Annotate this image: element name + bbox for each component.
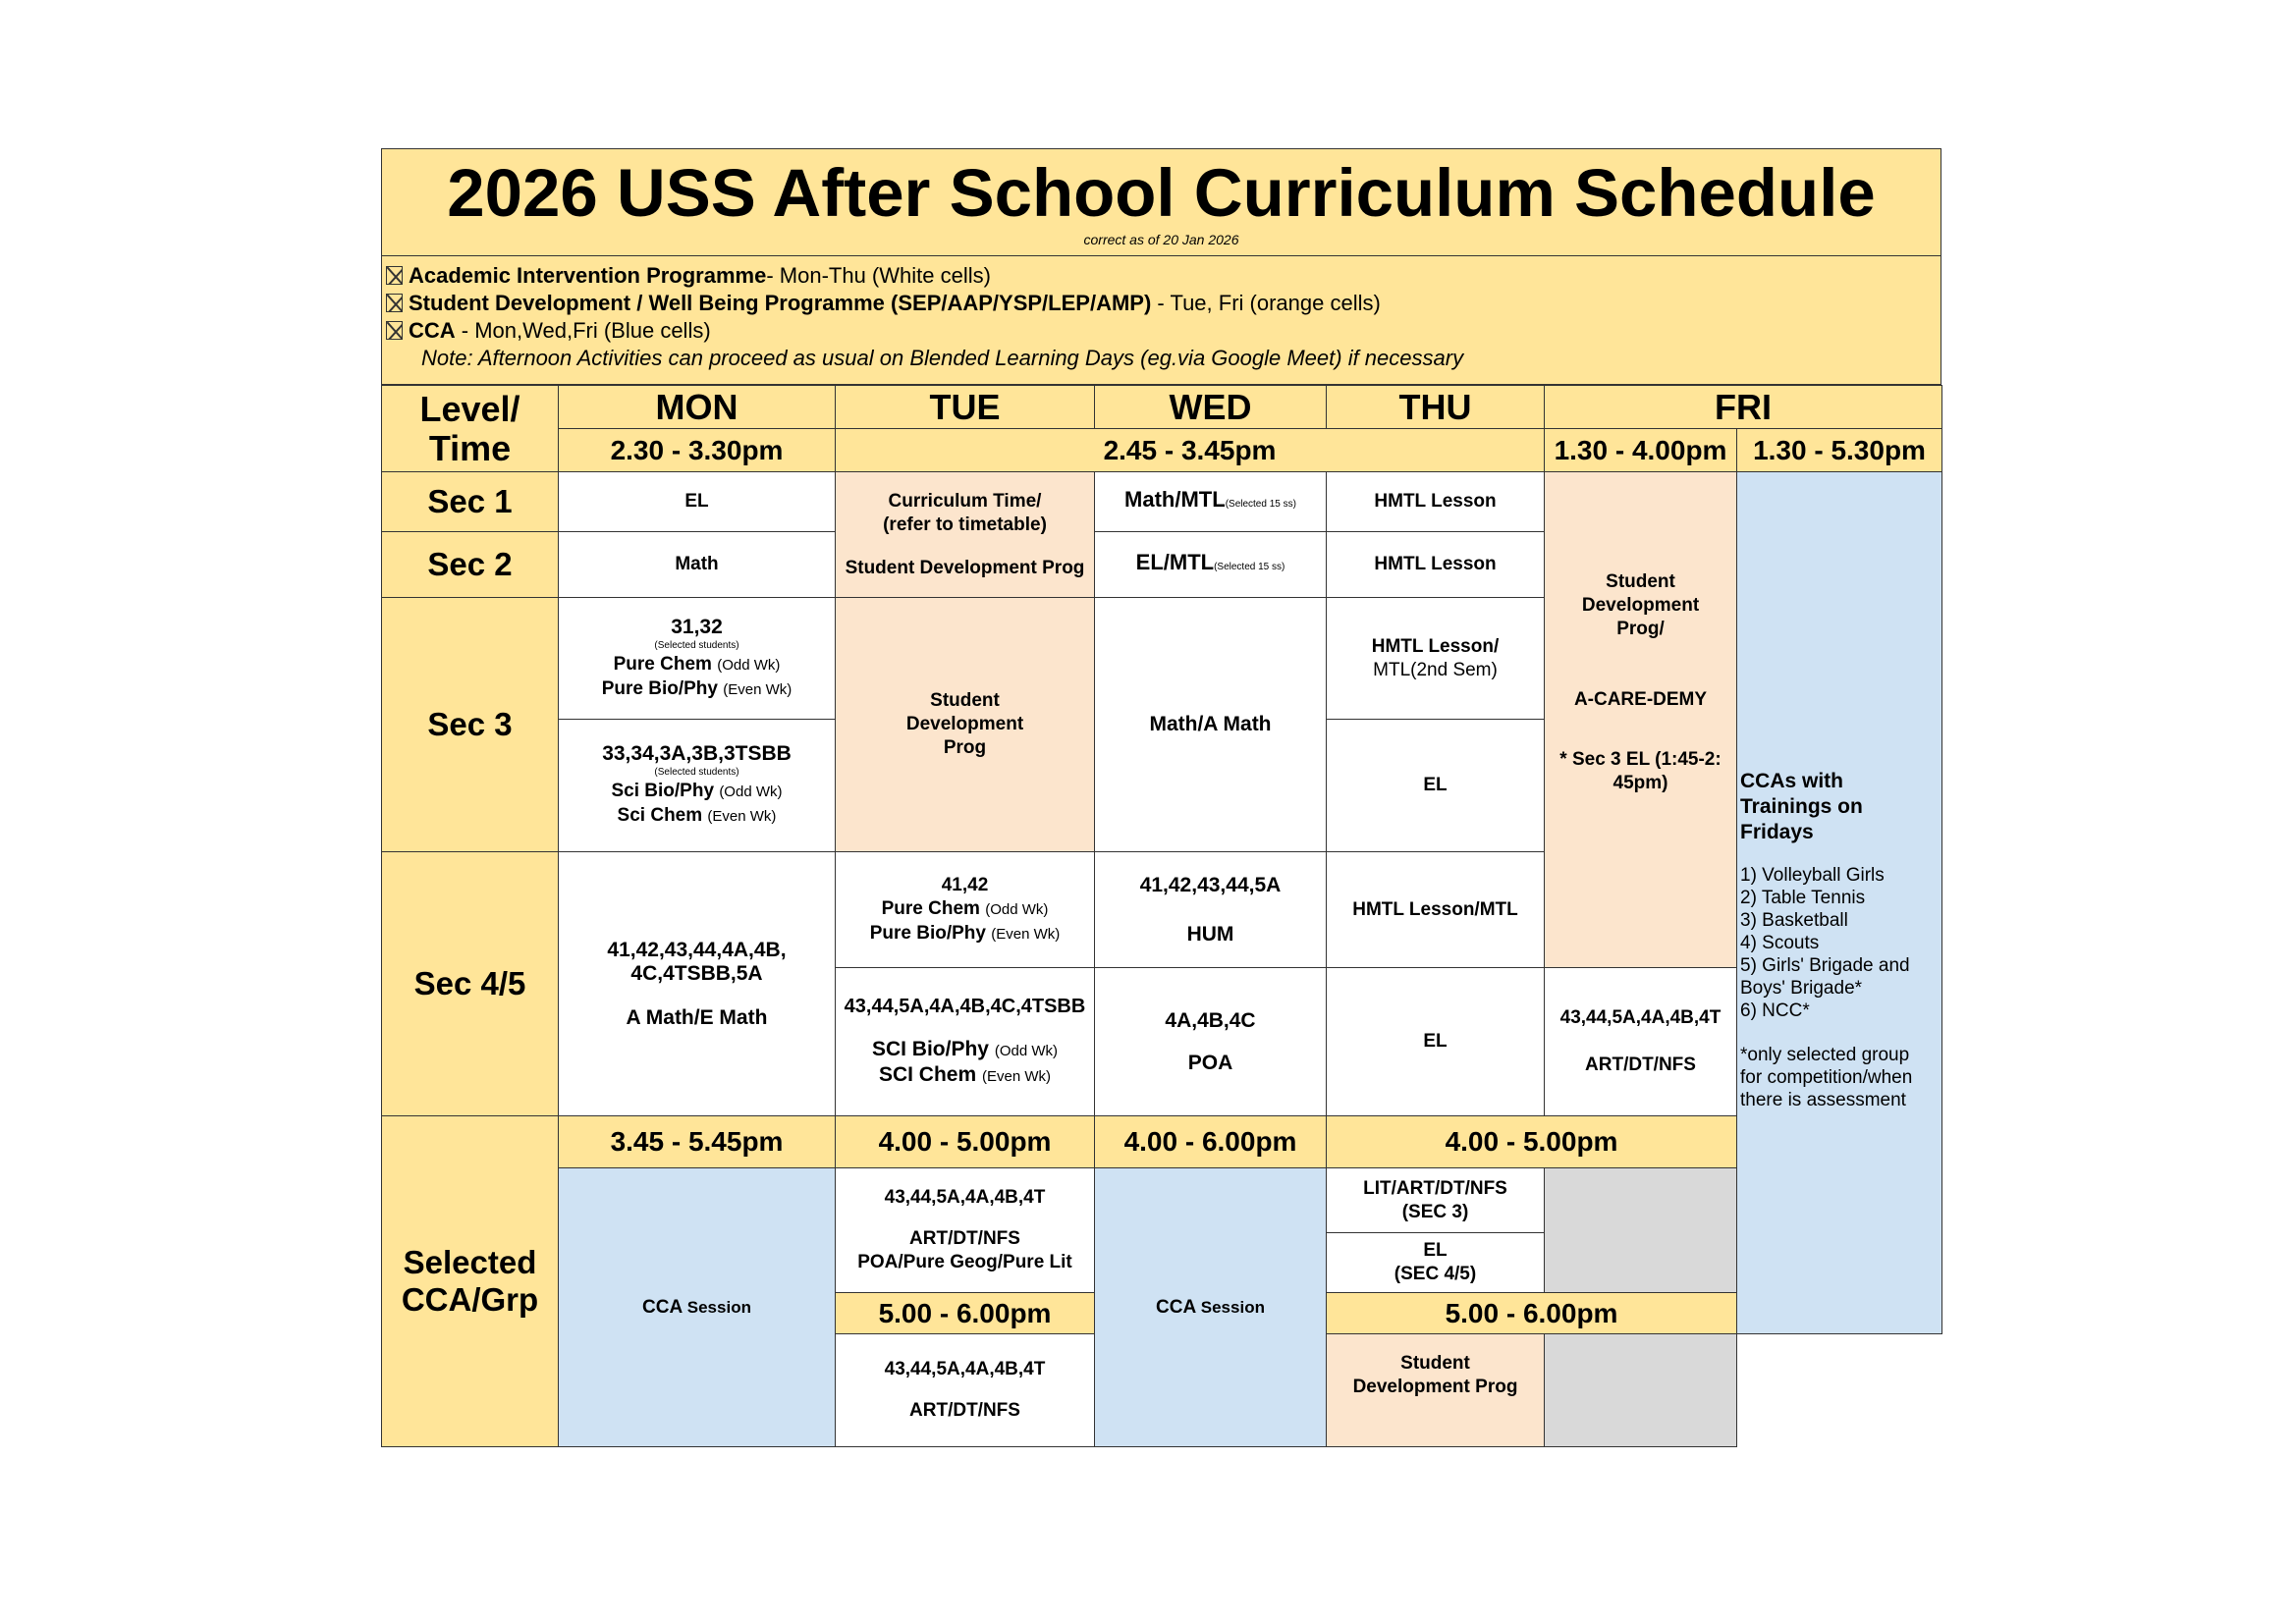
sec1-wed: Math/MTL(Selected 15 ss): [1095, 472, 1327, 532]
cca-time-mon: 3.45 - 5.45pm: [559, 1116, 836, 1168]
tue-sec12: Curriculum Time/ (refer to timetable) Student Development Prog: [836, 472, 1095, 598]
sec2-mon: Math: [559, 532, 836, 598]
level-selected-cca: Selected CCA/Grp: [382, 1116, 559, 1447]
cca-time-thu-2: 5.00 - 6.00pm: [1327, 1293, 1737, 1334]
as-of-note: correct as of 20 Jan 2026: [1083, 232, 1239, 247]
cca-time-wed: 4.00 - 6.00pm: [1095, 1116, 1327, 1168]
wed-cca-session: CCA Session: [1095, 1168, 1327, 1447]
sec45-thu-b: EL: [1327, 968, 1545, 1116]
tue-cca-a: 43,44,5A,4A,4B,4T ART/DT/NFS POA/Pure Geog/Pure Lit: [836, 1168, 1095, 1293]
fri-student-development: Student Development Prog/ A-CARE-DEMY * Sec 3 EL (1:45-2: 45pm): [1545, 472, 1737, 968]
thu-grey-b: [1545, 1334, 1737, 1447]
page-title: 2026 USS After School Curriculum Schedule: [447, 155, 1876, 231]
time-mon: 2.30 - 3.30pm: [559, 429, 836, 472]
sec45-wed-a: 41,42,43,44,5A HUM: [1095, 852, 1327, 968]
time-fri-b: 1.30 - 5.30pm: [1737, 429, 1942, 472]
thu-cca-b: EL (SEC 4/5): [1327, 1233, 1545, 1293]
sec45-fri-b: 43,44,5A,4A,4B,4T ART/DT/NFS: [1545, 968, 1737, 1116]
legend-item: Student Development / Well Being Programme (SEP/AAP/YSP/LEP/AMP) - Tue, Fri (orange cells): [386, 290, 1941, 317]
legend-note: Note: Afternoon Activities can proceed as usual on Blended Learning Days (eg.via Google Meet) if necessary: [421, 346, 1464, 370]
schedule-sheet: [381, 148, 1941, 1447]
sec3-thu-a: HMTL Lesson/ MTL(2nd Sem): [1327, 598, 1545, 720]
title-box: [381, 148, 1941, 256]
legend-item: CCA - Mon,Wed,Fri (Blue cells): [386, 317, 1941, 345]
cca-time-tue-2: 5.00 - 6.00pm: [836, 1293, 1095, 1334]
cca-time-thu: 4.00 - 5.00pm: [1327, 1116, 1737, 1168]
tue-cca-b: 43,44,5A,4A,4B,4T ART/DT/NFS: [836, 1334, 1095, 1447]
legend-item: Academic Intervention Programme- Mon-Thu (White cells): [386, 262, 1941, 290]
level-sec1: Sec 1: [382, 472, 559, 532]
day-mon: MON: [559, 386, 836, 429]
sec3-mon-b: 33,34,3A,3B,3TSBB (Selected students) Sci Bio/Phy (Odd Wk) Sci Chem (Even Wk): [559, 720, 836, 852]
checkbox-icon: [386, 294, 403, 312]
sec1-mon: EL: [559, 472, 836, 532]
schedule-table: [381, 385, 1942, 1447]
level-sec3: Sec 3: [382, 598, 559, 852]
day-wed: WED: [1095, 386, 1327, 429]
sec45-tue-a: 41,42 Pure Chem (Odd Wk) Pure Bio/Phy (Even Wk): [836, 852, 1095, 968]
fri-cca-list: CCAs with Trainings on Fridays 1) Volleyball Girls 2) Table Tennis 3) Basketball 4) Scouts 5) Girls' Brigade and Boys' Brigade* 6) NCC* *only selected group for competition/when there is assessment: [1737, 472, 1942, 1334]
sec2-wed: EL/MTL(Selected 15 ss): [1095, 532, 1327, 598]
thu-grey-a: [1545, 1168, 1737, 1293]
thu-cca-a: LIT/ART/DT/NFS (SEC 3): [1327, 1168, 1545, 1233]
sec3-tue: Student Development Prog: [836, 598, 1095, 852]
sec2-thu: HMTL Lesson: [1327, 532, 1545, 598]
mon-cca-session: CCA Session: [559, 1168, 836, 1447]
sec3-wed: Math/A Math: [1095, 598, 1327, 852]
sec45-mon: 41,42,43,44,4A,4B, 4C,4TSBB,5A A Math/E Math: [559, 852, 836, 1116]
time-fri-a: 1.30 - 4.00pm: [1545, 429, 1737, 472]
sec45-thu-a: HMTL Lesson/MTL: [1327, 852, 1545, 968]
day-tue: TUE: [836, 386, 1095, 429]
level-sec45: Sec 4/5: [382, 852, 559, 1116]
sec1-thu: HMTL Lesson: [1327, 472, 1545, 532]
sec45-tue-b: 43,44,5A,4A,4B,4C,4TSBB SCI Bio/Phy (Odd Wk) SCI Chem (Even Wk): [836, 968, 1095, 1116]
legend: [381, 256, 1941, 385]
day-fri: FRI: [1545, 386, 1942, 429]
time-tue-thu: 2.45 - 3.45pm: [836, 429, 1545, 472]
cca-time-tue: 4.00 - 5.00pm: [836, 1116, 1095, 1168]
day-thu: THU: [1327, 386, 1545, 429]
sec3-thu-b: EL: [1327, 720, 1545, 852]
sec45-wed-b: 4A,4B,4C POA: [1095, 968, 1327, 1116]
checkbox-icon: [386, 321, 403, 340]
checkbox-icon: [386, 266, 403, 285]
thu-cca-c: Student Development Prog: [1327, 1334, 1545, 1447]
level-time-header: Level/ Time: [382, 386, 559, 472]
sec3-mon-a: 31,32 (Selected students) Pure Chem (Odd Wk) Pure Bio/Phy (Even Wk): [559, 598, 836, 720]
level-sec2: Sec 2: [382, 532, 559, 598]
